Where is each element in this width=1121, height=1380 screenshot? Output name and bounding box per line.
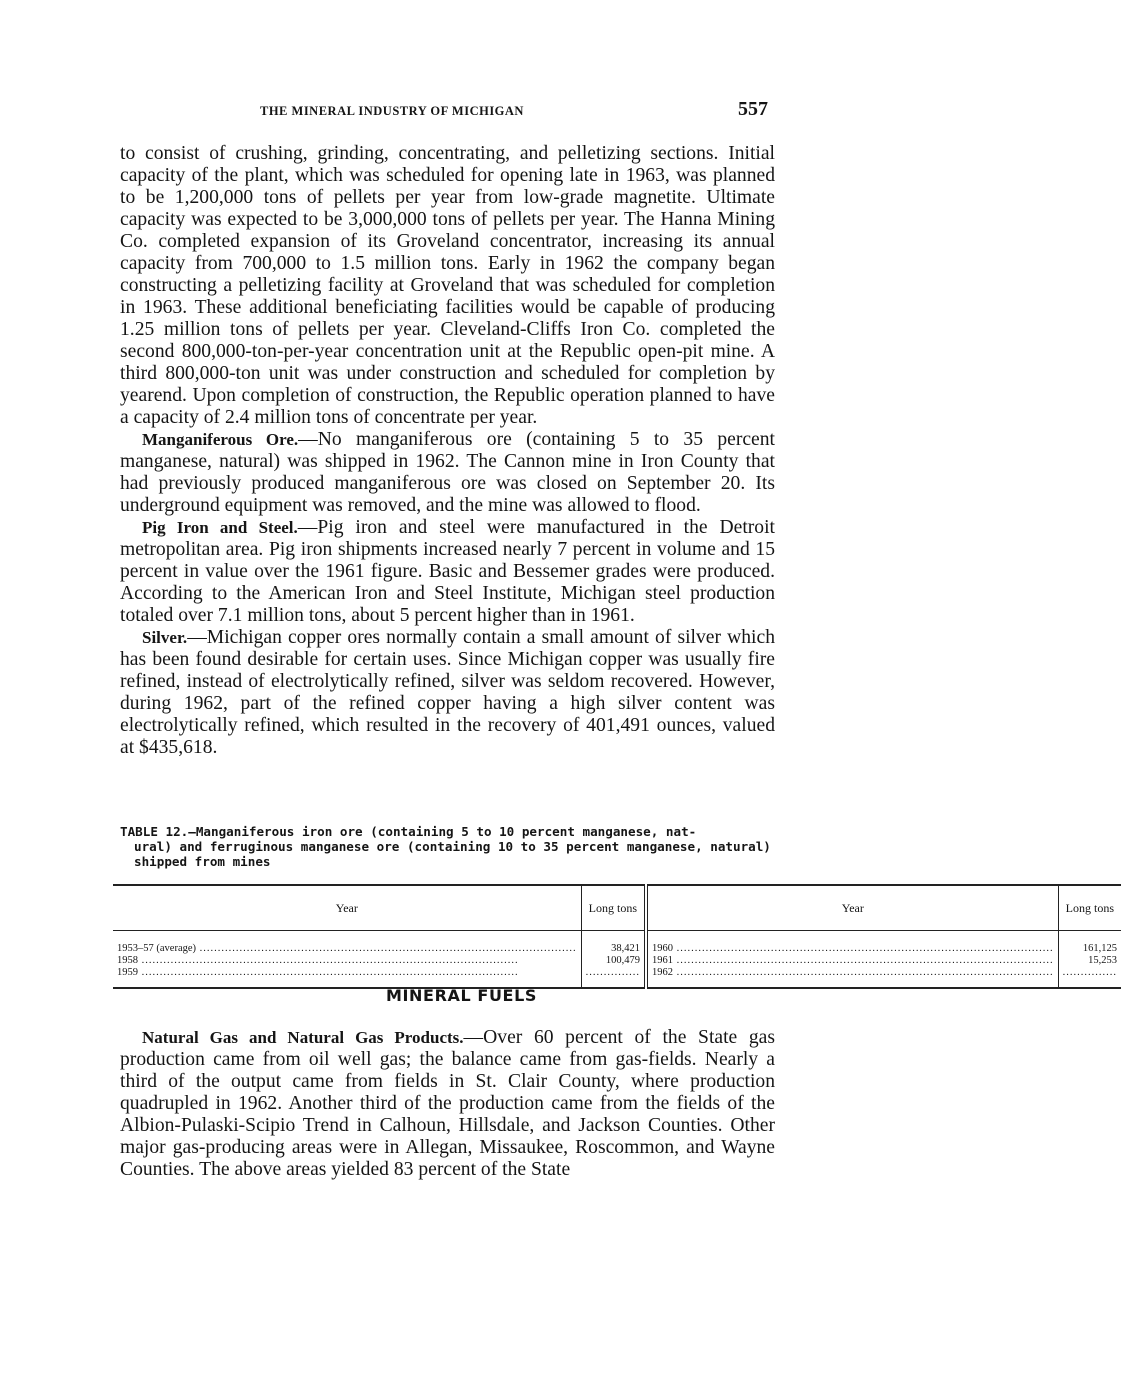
cell-year: 1953–57 (average) .....	[113, 931, 581, 956]
body-text-bottom	[120, 1027, 775, 1181]
shipments-table	[113, 884, 1121, 989]
cell-year: 1960 .....	[646, 931, 1058, 956]
cell-tons: 15,253	[1058, 955, 1121, 967]
cell-year: 1958 .....	[113, 955, 581, 967]
run-in-heading: Silver.	[142, 628, 188, 647]
column-header-tons-right: Long tons	[1058, 885, 1121, 931]
paragraph-text: —Michigan copper ores normally contain a small amount of silver which has been found desirable for certain uses. Since Michigan copper was usually fire refined, instead of electrolytically refined, silver was seldom recovered. However, during 1962, part of the refined copper having a high silver content was electrolytically refined, which resulted in the recovery of 401,491 ounces, valued at $435,618.	[120, 627, 775, 758]
paragraph-text: —Pig iron and steel were manufactured in the Detroit metropolitan area. Pig iron shipments increased nearly 7 percent in volume and 15 percent in value over the 1961 figure. Basic and Bessemer grades were produced. According to the American Iron and Steel Institute, Michigan steel production totaled over 7.1 million tons, about 5 percent higher than in 1961.	[120, 517, 775, 626]
cell-year: 1959 .....	[113, 967, 581, 988]
table-row	[113, 931, 1121, 956]
run-in-heading: Pig Iron and Steel.	[142, 518, 298, 537]
paragraph-manganiferous-ore	[120, 429, 775, 517]
table-row	[113, 955, 1121, 967]
table-row	[113, 967, 1121, 988]
page-number: 557	[738, 98, 768, 120]
paragraph-iron-ore-continued: to consist of crushing, grinding, concentrating, and pelletizing sections. Initial capacity of the plant, which was scheduled for opening late in 1963, was planned to be 1,200,000 tons of pellets per year from low-grade magnetite. Ultimate capacity was expected to be 3,000,000 tons of pellets per year. The Hanna Mining Co. completed expansion of its Groveland concentrator, increasing its annual capacity from 700,000 to 1.5 million tons. Early in 1962 the company began constructing a pelletizing facility at Groveland that was scheduled for completion in 1963. These additional beneficiating facilities would be capable of producing 1.25 million tons of pellets per year. Cleveland-Cliffs Iron Co. completed the second 800,000-ton-per-year concentration unit at the Republic open-pit mine. A third 800,000-ton unit was under construction and scheduled for completion by yearend. Upon completion of construction, the Republic operation planned to have a capacity of 2.4 million tons of concentrate per year.	[120, 143, 775, 428]
table-caption-line1: TABLE 12.—Manganiferous iron ore (containing 5 to 10 percent manganese, nat-	[120, 824, 697, 839]
table-caption-continued: ural) and ferruginous manganese ore (containing 10 to 35 percent manganese, natural) shipped from mines	[134, 839, 771, 869]
column-header-tons-left: Long tons	[581, 885, 646, 931]
cell-tons-empty	[1058, 967, 1121, 988]
paragraph-text: —No manganiferous ore (containing 5 to 35 percent manganese, natural) was shipped in 1962. The Cannon mine in Iron County that had previously produced manganiferous ore was closed on September 20. Its underground equipment was removed, and the mine was allowed to flood.	[120, 429, 775, 516]
paragraph-text: —Over 60 percent of the State gas production came from oil well gas; the balance came from gas-fields. Nearly a third of the output came from fields in St. Clair County, where production quadrupled in 1962. Another third of the production came from the fields of the Albion-Pulaski-Scipio Trend in Calhoun, Hillsdale, and Jackson Counties. Other major gas-producing areas were in Allegan, Missaukee, Roscommon, and Wayne Counties. The above areas yielded 83 percent of the State	[120, 1027, 775, 1180]
cell-year: 1961 .....	[646, 955, 1058, 967]
table-caption	[120, 824, 773, 869]
cell-tons: 38,421	[581, 931, 646, 956]
run-in-heading: Natural Gas and Natural Gas Products.	[142, 1028, 464, 1047]
run-in-heading: Manganiferous Ore.	[142, 430, 299, 449]
cell-tons: 100,479	[581, 955, 646, 967]
cell-tons: 161,125	[1058, 931, 1121, 956]
column-header-year-right: Year	[646, 885, 1058, 931]
running-header-title: THE MINERAL INDUSTRY OF MICHIGAN	[260, 104, 524, 118]
section-heading: MINERAL FUELS	[385, 986, 538, 1005]
cell-tons-empty	[581, 967, 646, 988]
cell-year: 1962 .....	[646, 967, 1058, 988]
paragraph-pig-iron-steel	[120, 517, 775, 627]
paragraph-natural-gas	[120, 1027, 775, 1181]
body-text-top	[120, 143, 775, 759]
table-header-row	[113, 885, 1121, 931]
paragraph-silver	[120, 627, 775, 759]
column-header-year-left: Year	[113, 885, 581, 931]
